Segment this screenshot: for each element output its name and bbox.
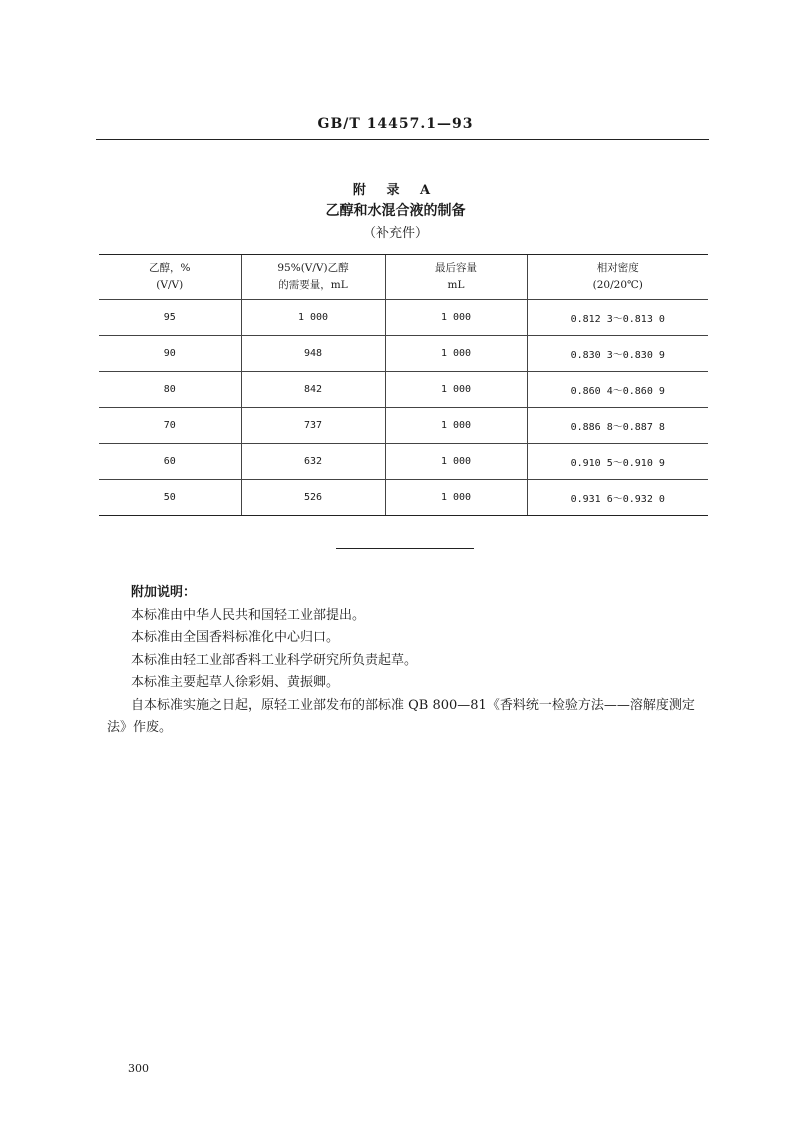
note-line: 本标准由轻工业部香料工业科学研究所负责起草。 — [131, 652, 418, 668]
table-cell: 0.886 8～0.887 8 — [527, 408, 708, 444]
table-cell: 1 000 — [385, 408, 527, 444]
table-row — [99, 372, 708, 408]
table-header-row — [99, 255, 708, 300]
table-row — [99, 336, 708, 372]
table-row — [99, 408, 708, 444]
header-line: 的需要量，mL — [278, 279, 348, 291]
header-line: mL — [447, 279, 465, 291]
table-cell: 632 — [241, 444, 385, 480]
table-cell: 1 000 — [385, 444, 527, 480]
end-divider — [336, 548, 474, 549]
table-cell: 90 — [99, 336, 241, 372]
appendix-label: 附 录 A — [352, 183, 439, 198]
table-cell: 0.860 4～0.860 9 — [527, 372, 708, 408]
page-number: 300 — [128, 1062, 149, 1075]
notes-heading: 附加说明： — [131, 585, 197, 600]
table-cell: 0.910 5～0.910 9 — [527, 444, 708, 480]
header-line: (V/V) — [156, 279, 184, 291]
table-row — [99, 300, 708, 336]
table-cell: 737 — [241, 408, 385, 444]
column-header-final-volume — [385, 255, 527, 300]
table-cell: 0.830 3～0.830 9 — [527, 336, 708, 372]
table-cell: 526 — [241, 480, 385, 516]
table-cell: 0.931 6～0.932 0 — [527, 480, 708, 516]
table-cell: 842 — [241, 372, 385, 408]
table-cell: 70 — [99, 408, 241, 444]
note-line: 本标准由全国香料标准化中心归口。 — [131, 630, 340, 645]
appendix-title: 乙醇和水混合液的制备 — [325, 203, 466, 219]
table-cell: 95 — [99, 300, 241, 336]
table-cell: 948 — [241, 336, 385, 372]
table-cell: 60 — [99, 444, 241, 480]
header-line: 95%(V/V)乙醇 — [277, 262, 349, 274]
header-line: 乙醇，% — [149, 262, 191, 274]
ethanol-water-table — [99, 254, 708, 516]
table-row — [99, 480, 708, 516]
standard-code: GB/T 14457.1—93 — [317, 116, 474, 132]
header-line: 最后容量 — [435, 262, 477, 274]
table-cell: 1 000 — [241, 300, 385, 336]
column-header-required-volume — [241, 255, 385, 300]
table-cell: 1 000 — [385, 372, 527, 408]
table-cell: 1 000 — [385, 300, 527, 336]
column-header-ethanol-percent — [99, 255, 241, 300]
note-line: 本标准主要起草人徐彩娟、黄振卿。 — [131, 675, 340, 690]
header-divider — [96, 139, 709, 140]
table-cell: 1 000 — [385, 336, 527, 372]
note-line: 本标准由中华人民共和国轻工业部提出。 — [131, 607, 366, 623]
table-cell: 0.812 3～0.813 0 — [527, 300, 708, 336]
table-row — [99, 444, 708, 480]
table-cell: 1 000 — [385, 480, 527, 516]
table-cell: 80 — [99, 372, 241, 408]
additional-notes — [107, 582, 712, 740]
note-line: 自本标准实施之日起，原轻工业部发布的部标准 QB 800—81《香料统一检验方法——溶解度测定法》作废。 — [107, 697, 695, 735]
table-cell: 50 — [99, 480, 241, 516]
header-line: 相对密度 — [596, 262, 639, 274]
column-header-relative-density — [527, 255, 708, 300]
header-line: (20/20℃) — [592, 279, 643, 291]
appendix-note: （补充件） — [362, 226, 428, 241]
